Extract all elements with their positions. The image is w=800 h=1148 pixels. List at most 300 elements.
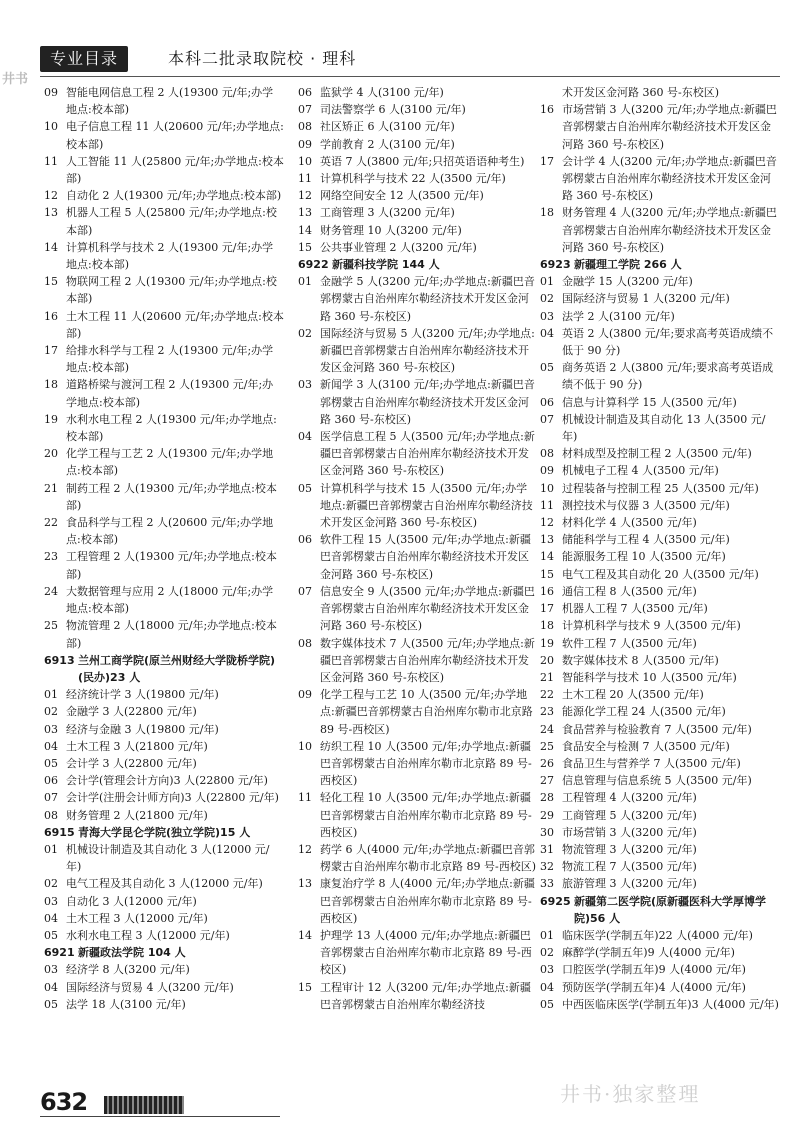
entry-text: 司法警察学 6 人(3100 元/年): [320, 103, 466, 117]
major-entry: [44, 755, 284, 772]
entry-text: 食品科学与工程 2 人(20600 元/年;办学地点:校本部): [66, 516, 274, 547]
entry-code: 03: [540, 963, 554, 977]
entry-code: 02: [44, 877, 58, 891]
major-entry: [44, 996, 284, 1013]
entry-code: 17: [540, 154, 554, 168]
major-entry: [44, 376, 284, 410]
entry-text: 市场营销 3 人(3200 元/年;办学地点:新疆巴音郭楞蒙古自治州库尔勒经济技术开发区金河路 360 号-东校区): [562, 103, 777, 151]
major-entry: [540, 686, 780, 703]
entry-text: 会计学(管理会计方向)3 人(22800 元/年): [66, 774, 268, 788]
major-entry: [298, 531, 538, 583]
entry-text: 药学 6 人(4000 元/年;办学地点:新疆巴音郭楞蒙古自治州库尔勒市北京路 89 号-西校区): [320, 842, 536, 874]
entry-code: 09: [44, 86, 58, 99]
entry-code: 10: [44, 120, 58, 134]
entry-text: 食品安全与检测 7 人(3500 元/年): [562, 739, 730, 753]
page-number: 632: [40, 1088, 88, 1116]
entry-text: 新疆理工学院 266 人: [574, 258, 682, 272]
footer-rule: [40, 1116, 280, 1117]
entry-text: 兰州工商学院(原兰州财经大学陇桥学院)(民办)23 人: [78, 653, 276, 684]
page-header: [40, 40, 780, 74]
entry-code: 05: [540, 997, 554, 1011]
entry-text: 康复治疗学 8 人(4000 元/年;办学地点:新疆巴音郭楞蒙古自治州库尔勒市北京路 89 号-西校区): [320, 877, 535, 925]
entry-code: 26: [540, 756, 554, 770]
entry-code: 01: [44, 842, 58, 856]
entry-text: 土木工程 11 人(20600 元/年;办学地点:校本部): [66, 309, 284, 340]
entry-text: 经济与金融 3 人(19800 元/年): [66, 722, 219, 736]
entry-code: 01: [298, 275, 312, 289]
entry-text: 机器人工程 7 人(3500 元/年): [562, 602, 708, 616]
entry-code: 12: [298, 189, 312, 203]
entry-code: 17: [540, 602, 554, 616]
entry-text: 旅游管理 3 人(3200 元/年): [562, 877, 697, 891]
entry-code: 13: [298, 877, 312, 891]
major-entry: [44, 153, 284, 187]
entry-text: 工商管理 3 人(3200 元/年): [320, 206, 455, 220]
major-entry: [540, 480, 780, 497]
entry-text: 土木工程 3 人(21800 元/年): [66, 739, 208, 753]
entry-text: 信息安全 9 人(3500 元/年;办学地点:新疆巴音郭楞蒙古自治州库尔勒经济技术开发区金河路 360 号-东校区): [320, 584, 535, 633]
entry-text: 电气工程及其自动化 3 人(12000 元/年): [66, 877, 263, 891]
major-entry: [298, 153, 538, 170]
entry-code: 10: [540, 481, 554, 495]
major-entry: [44, 910, 284, 927]
major-entry: [44, 308, 284, 342]
publisher-logo: 井书: [2, 72, 29, 87]
major-entry: [44, 273, 284, 307]
major-entry: [540, 652, 780, 669]
major-entry: [298, 118, 538, 135]
entry-text: 新疆科技学院 144 人: [332, 258, 440, 272]
major-entry: [44, 979, 284, 996]
entry-code: 04: [540, 326, 554, 340]
entry-code: 10: [298, 739, 312, 753]
entry-code: 01: [44, 688, 58, 702]
major-entry: [540, 703, 780, 720]
entry-code: 04: [44, 911, 58, 925]
entry-code: 13: [44, 206, 58, 220]
major-entry: [44, 342, 284, 376]
entry-code: 05: [44, 928, 58, 942]
entry-code: 19: [44, 412, 58, 426]
major-entry: [44, 893, 284, 910]
entry-text: 电子信息工程 11 人(20600 元/年;办学地点:校本部): [66, 120, 284, 151]
major-entry: [298, 841, 538, 875]
major-entry: [540, 359, 780, 393]
entry-text: 土木工程 3 人(12000 元/年): [66, 911, 208, 925]
entry-code: 09: [540, 464, 554, 478]
major-entry: [298, 979, 538, 1013]
entry-text: 计算机科学与技术 22 人(3500 元/年): [320, 172, 506, 186]
entry-code: 06: [298, 86, 312, 99]
major-entry: [44, 721, 284, 738]
entry-text: 金融学 3 人(22800 元/年): [66, 705, 197, 719]
entry-text: 新闻学 3 人(3100 元/年;办学地点:新疆巴音郭楞蒙古自治州库尔勒经济技术开发区金河路 360 号-东校区): [320, 378, 535, 426]
school-entry: [298, 256, 538, 273]
major-entry: [540, 738, 780, 755]
entry-text: 水利水电工程 3 人(12000 元/年): [66, 928, 230, 942]
major-entry: [540, 411, 780, 445]
major-entry: [44, 789, 284, 806]
major-entry: [44, 841, 284, 875]
entry-text: 数字媒体技术 7 人(3500 元/年;办学地点:新疆巴音郭楞蒙古自治州库尔勒经济技术开发区金河路 360 号-东校区): [320, 636, 535, 684]
entry-code: 16: [540, 103, 554, 117]
entry-text: 护理学 13 人(4000 元/年;办学地点:新疆巴音郭楞蒙古自治州库尔勒市北京路 89 号-西校区): [320, 928, 532, 977]
entry-code: 6921: [44, 946, 75, 960]
entry-text: 英语 7 人(3800 元/年;只招英语语种考生): [320, 154, 525, 168]
entry-code: 21: [44, 481, 58, 495]
entry-text: 给排水科学与工程 2 人(19300 元/年;办学地点:校本部): [66, 344, 274, 375]
entry-code: 23: [44, 550, 58, 564]
major-entry: [44, 187, 284, 204]
entry-text: 物流管理 3 人(3200 元/年): [562, 842, 697, 856]
entry-text: 信息与计算科学 15 人(3500 元/年): [562, 395, 737, 409]
major-entry: [540, 617, 780, 634]
entry-code: 06: [298, 533, 312, 547]
entry-text: 商务英语 2 人(3800 元/年;要求高考英语成绩不低于 90 分): [562, 361, 774, 392]
entry-text: 财务管理 10 人(3200 元/年): [320, 223, 462, 237]
major-entry: [540, 394, 780, 411]
entry-text: 信息管理与信息系统 5 人(3500 元/年): [562, 774, 752, 788]
entry-code: 23: [540, 705, 554, 719]
entry-text: 物联网工程 2 人(19300 元/年;办学地点:校本部): [66, 275, 277, 306]
entry-text: 智能科学与技术 10 人(3500 元/年): [562, 670, 737, 684]
entry-text: 术开发区金河路 360 号-东校区): [562, 86, 719, 99]
entry-code: 32: [540, 860, 554, 874]
entry-code: 03: [298, 378, 312, 392]
major-entry: [44, 514, 284, 548]
entry-text: 材料成型及控制工程 2 人(3500 元/年): [562, 447, 752, 461]
school-entry: [540, 256, 780, 273]
entry-text: 英语 2 人(3800 元/年;要求高考英语成绩不低于 90 分): [562, 326, 774, 358]
major-entry: [298, 239, 538, 256]
major-entry: [540, 807, 780, 824]
school-entry: [44, 944, 284, 961]
major-entry: [540, 772, 780, 789]
entry-code: 18: [44, 378, 58, 392]
major-entry: [298, 84, 538, 101]
entry-code: 08: [44, 808, 58, 822]
entry-code: 22: [540, 688, 554, 702]
entry-code: 22: [44, 516, 58, 530]
entry-text: 新疆政法学院 104 人: [78, 946, 186, 960]
entry-code: 6915: [44, 825, 75, 839]
major-entry: [540, 755, 780, 772]
entry-code: 13: [540, 533, 554, 547]
entry-code: 08: [298, 636, 312, 650]
entry-text: 机械电子工程 4 人(3500 元/年): [562, 464, 719, 478]
entry-text: 计算机科学与技术 9 人(3500 元/年): [562, 619, 741, 633]
entry-code: 14: [298, 223, 312, 237]
entry-text: 物流工程 7 人(3500 元/年): [562, 860, 697, 874]
entry-text: 法学 18 人(3100 元/年): [66, 997, 186, 1011]
entry-text: 学前教育 2 人(3100 元/年): [320, 137, 455, 151]
entry-text: 机械设计制造及其自动化 3 人(12000 元/年): [66, 842, 270, 874]
entry-code: 6925: [540, 894, 571, 908]
major-entry: [298, 789, 538, 841]
entry-text: 智能电网信息工程 2 人(19300 元/年;办学地点:校本部): [66, 86, 274, 117]
entry-code: 02: [540, 292, 554, 306]
entry-code: 03: [44, 722, 58, 736]
entry-code: 01: [540, 928, 554, 942]
entry-text: 自动化 3 人(12000 元/年): [66, 894, 197, 908]
entry-text: 口腔医学(学制五年)9 人(4000 元/年): [562, 963, 746, 977]
entry-code: 16: [540, 584, 554, 598]
entry-code: 12: [298, 842, 312, 856]
major-entry: [298, 187, 538, 204]
major-entry: [540, 514, 780, 531]
major-entry: [540, 669, 780, 686]
major-entry: [298, 222, 538, 239]
major-entry: [44, 772, 284, 789]
major-entry: [298, 170, 538, 187]
entry-code: 05: [44, 997, 58, 1011]
entry-code: 05: [44, 756, 58, 770]
entry-code: 11: [298, 791, 312, 805]
entry-code: 06: [44, 774, 58, 788]
entry-code: 20: [540, 653, 554, 667]
major-entry: [540, 273, 780, 290]
major-entry: [298, 480, 538, 532]
entry-code: 07: [298, 103, 312, 117]
entry-text: 数字媒体技术 8 人(3500 元/年): [562, 653, 719, 667]
entry-code: 6913: [44, 653, 75, 667]
entry-code: 02: [540, 946, 554, 960]
entry-text: 会计学 4 人(3200 元/年;办学地点:新疆巴音郭楞蒙古自治州库尔勒经济技术开发区金河路 360 号-东校区): [562, 154, 777, 203]
entry-code: 01: [540, 275, 554, 289]
entry-code: 17: [44, 344, 58, 358]
entry-code: 02: [298, 326, 312, 340]
entry-text: 测控技术与仪器 3 人(3500 元/年): [562, 498, 730, 512]
entry-text: 道路桥梁与渡河工程 2 人(19300 元/年;办学地点:校本部): [66, 378, 274, 409]
entry-code: 03: [44, 963, 58, 977]
barcode-decoration: [104, 1096, 184, 1114]
major-entry: [44, 961, 284, 978]
major-entry: [44, 548, 284, 582]
major-entry: [298, 686, 538, 738]
entry-code: 03: [44, 894, 58, 908]
major-entry: [44, 807, 284, 824]
major-entry: [540, 308, 780, 325]
entry-code: 12: [44, 189, 58, 203]
major-entry: [540, 721, 780, 738]
entry-code: 19: [540, 636, 554, 650]
major-entry: [540, 996, 780, 1013]
major-entry: [540, 204, 780, 256]
major-entry: [540, 600, 780, 617]
entry-text: 能源服务工程 10 人(3500 元/年): [562, 550, 726, 564]
entry-code: 11: [298, 172, 312, 186]
entry-code: 11: [44, 154, 58, 168]
major-entry: [44, 118, 284, 152]
entry-text: 工程审计 12 人(3200 元/年;办学地点:新疆巴音郭楞蒙古自治州库尔勒经济技: [320, 980, 531, 1011]
entry-code: 12: [540, 516, 554, 530]
entry-text: 土木工程 20 人(3500 元/年): [562, 688, 704, 702]
entry-code: 30: [540, 825, 554, 839]
major-entry: [540, 824, 780, 841]
entry-code: 14: [44, 240, 58, 254]
entry-text: 材料化学 4 人(3500 元/年): [562, 516, 697, 530]
entry-text: 经济学 8 人(3200 元/年): [66, 963, 190, 977]
header-rule: [40, 76, 780, 77]
entry-text: 中西医临床医学(学制五年)3 人(4000 元/年): [562, 997, 779, 1011]
entry-text: 工程管理 4 人(3200 元/年): [562, 791, 697, 805]
entry-text: 金融学 5 人(3200 元/年;办学地点:新疆巴音郭楞蒙古自治州库尔勒经济技术开发区金河路 360 号-东校区): [320, 275, 535, 323]
major-entry: [44, 480, 284, 514]
school-entry: [44, 824, 284, 841]
major-entry: [540, 789, 780, 806]
entry-code: 05: [298, 481, 312, 495]
entry-text: 网络空间安全 12 人(3500 元/年): [320, 189, 484, 203]
major-entry: [540, 635, 780, 652]
column-2: [298, 84, 538, 1013]
entry-text: 软件工程 15 人(3500 元/年;办学地点:新疆巴音郭楞蒙古自治州库尔勒经济技术开发区金河路 360 号-东校区): [320, 533, 531, 581]
entry-code: 18: [540, 206, 554, 220]
major-entry: [540, 548, 780, 565]
major-entry: [540, 841, 780, 858]
major-entry: [540, 84, 780, 101]
major-entry: [540, 927, 780, 944]
entry-code: 24: [44, 584, 58, 598]
entry-code: 08: [540, 447, 554, 461]
entry-text: 机械设计制造及其自动化 13 人(3500 元/年): [562, 412, 766, 444]
entry-text: 金融学 15 人(3200 元/年): [562, 275, 693, 289]
entry-code: 11: [540, 498, 554, 512]
entry-text: 预防医学(学制五年)4 人(4000 元/年): [562, 980, 746, 994]
major-entry: [298, 376, 538, 428]
major-entry: [298, 635, 538, 687]
major-entry: [540, 101, 780, 153]
school-entry: [44, 652, 284, 686]
entry-text: 水利水电工程 2 人(19300 元/年;办学地点:校本部): [66, 412, 277, 444]
entry-text: 轻化工程 10 人(3500 元/年;办学地点:新疆巴音郭楞蒙古自治州库尔勒市北京路 89 号-西校区): [320, 791, 532, 839]
entry-text: 麻醉学(学制五年)9 人(4000 元/年): [562, 946, 735, 960]
entry-text: 新疆第二医学院(原新疆医科大学厚博学院)56 人: [574, 894, 767, 925]
entry-code: 25: [44, 619, 58, 633]
entry-text: 工程管理 2 人(19300 元/年;办学地点:校本部): [66, 550, 277, 581]
entry-code: 24: [540, 722, 554, 736]
entry-text: 国际经济与贸易 5 人(3200 元/年;办学地点:新疆巴音郭楞蒙古自治州库尔勒经济技术开发区金河路 360 号-东校区): [320, 326, 535, 375]
major-entry: [44, 84, 284, 118]
major-entry: [540, 445, 780, 462]
major-entry: [540, 290, 780, 307]
entry-text: 储能科学与工程 4 人(3500 元/年): [562, 533, 730, 547]
major-entry: [298, 875, 538, 927]
entry-text: 自动化 2 人(19300 元/年;办学地点:校本部): [66, 189, 282, 203]
entry-code: 09: [298, 137, 312, 151]
entry-text: 经济统计学 3 人(19800 元/年): [66, 688, 219, 702]
major-entry: [298, 583, 538, 635]
entry-text: 工商管理 5 人(3200 元/年): [562, 808, 697, 822]
major-entry: [298, 927, 538, 979]
entry-text: 会计学(注册会计师方向)3 人(22800 元/年): [66, 791, 279, 805]
entry-code: 15: [298, 980, 312, 994]
entry-text: 过程装备与控制工程 25 人(3500 元/年): [562, 481, 759, 495]
entry-text: 食品营养与检验教育 7 人(3500 元/年): [562, 722, 752, 736]
entry-text: 物流管理 2 人(18000 元/年;办学地点:校本部): [66, 619, 277, 650]
entry-code: 04: [540, 980, 554, 994]
entry-code: 09: [298, 688, 312, 702]
major-entry: [44, 927, 284, 944]
entry-code: 28: [540, 791, 554, 805]
entry-code: 29: [540, 808, 554, 822]
major-entry: [540, 566, 780, 583]
entry-code: 07: [298, 584, 312, 598]
entry-code: 6922: [298, 258, 329, 272]
entry-text: 青海大学昆仑学院(独立学院)15 人: [78, 825, 251, 839]
entry-text: 国际经济与贸易 4 人(3200 元/年): [66, 980, 234, 994]
entry-code: 6923: [540, 258, 571, 272]
entry-code: 33: [540, 877, 554, 891]
entry-text: 化学工程与工艺 10 人(3500 元/年;办学地点:新疆巴音郭楞蒙古自治州库尔勒市北京路 89 号-西校区): [320, 688, 533, 736]
entry-text: 临床医学(学制五年)22 人(4000 元/年): [562, 928, 753, 942]
entry-text: 公共事业管理 2 人(3200 元/年): [320, 240, 477, 254]
major-entry: [44, 583, 284, 617]
entry-text: 纺织工程 10 人(3500 元/年;办学地点:新疆巴音郭楞蒙古自治州库尔勒市北京路 89 号-西校区): [320, 739, 532, 788]
major-entry: [540, 583, 780, 600]
entry-text: 计算机科学与技术 15 人(3500 元/年;办学地点:新疆巴音郭楞蒙古自治州库尔勒经济技术开发区金河路 360 号-东校区): [320, 481, 533, 530]
entry-text: 制药工程 2 人(19300 元/年;办学地点:校本部): [66, 481, 277, 512]
major-entry: [540, 497, 780, 514]
entry-code: 04: [44, 980, 58, 994]
major-entry: [44, 445, 284, 479]
entry-code: 15: [44, 275, 58, 289]
major-entry: [540, 462, 780, 479]
entry-code: 04: [44, 739, 58, 753]
major-entry: [44, 703, 284, 720]
major-entry: [298, 101, 538, 118]
entry-code: 21: [540, 670, 554, 684]
entry-text: 国际经济与贸易 1 人(3200 元/年): [562, 292, 730, 306]
entry-text: 计算机科学与技术 2 人(19300 元/年;办学地点:校本部): [66, 240, 274, 272]
major-entry: [298, 325, 538, 377]
major-entry: [540, 531, 780, 548]
major-entry: [540, 858, 780, 875]
entry-code: 06: [540, 395, 554, 409]
entry-code: 10: [298, 154, 312, 168]
entry-text: 化学工程与工艺 2 人(19300 元/年;办学地点:校本部): [66, 447, 274, 478]
entry-code: 18: [540, 619, 554, 633]
major-entry: [44, 738, 284, 755]
entry-code: 15: [540, 567, 554, 581]
school-entry: [540, 893, 780, 927]
entry-code: 08: [298, 120, 312, 134]
entry-code: 27: [540, 774, 554, 788]
major-entry: [540, 961, 780, 978]
entry-code: 20: [44, 447, 58, 461]
entry-code: 03: [540, 309, 554, 323]
entry-code: 31: [540, 842, 554, 856]
major-entry: [44, 204, 284, 238]
major-entry: [540, 944, 780, 961]
section-tag: 专业目录: [40, 46, 128, 72]
entry-text: 监狱学 4 人(3100 元/年): [320, 86, 444, 99]
major-entry: [298, 273, 538, 325]
entry-code: 02: [44, 705, 58, 719]
major-entry: [298, 428, 538, 480]
entry-text: 软件工程 7 人(3500 元/年): [562, 636, 697, 650]
entry-text: 大数据管理与应用 2 人(18000 元/年;办学地点:校本部): [66, 584, 274, 616]
entry-text: 食品卫生与营养学 7 人(3500 元/年): [562, 756, 741, 770]
entry-code: 05: [540, 361, 554, 375]
entry-text: 市场营销 3 人(3200 元/年): [562, 825, 697, 839]
major-entry: [540, 153, 780, 205]
entry-text: 会计学 3 人(22800 元/年): [66, 756, 197, 770]
major-entry: [540, 325, 780, 359]
column-1: [44, 84, 284, 1013]
entry-text: 通信工程 8 人(3500 元/年): [562, 584, 697, 598]
entry-code: 16: [44, 309, 58, 323]
major-entry: [44, 875, 284, 892]
